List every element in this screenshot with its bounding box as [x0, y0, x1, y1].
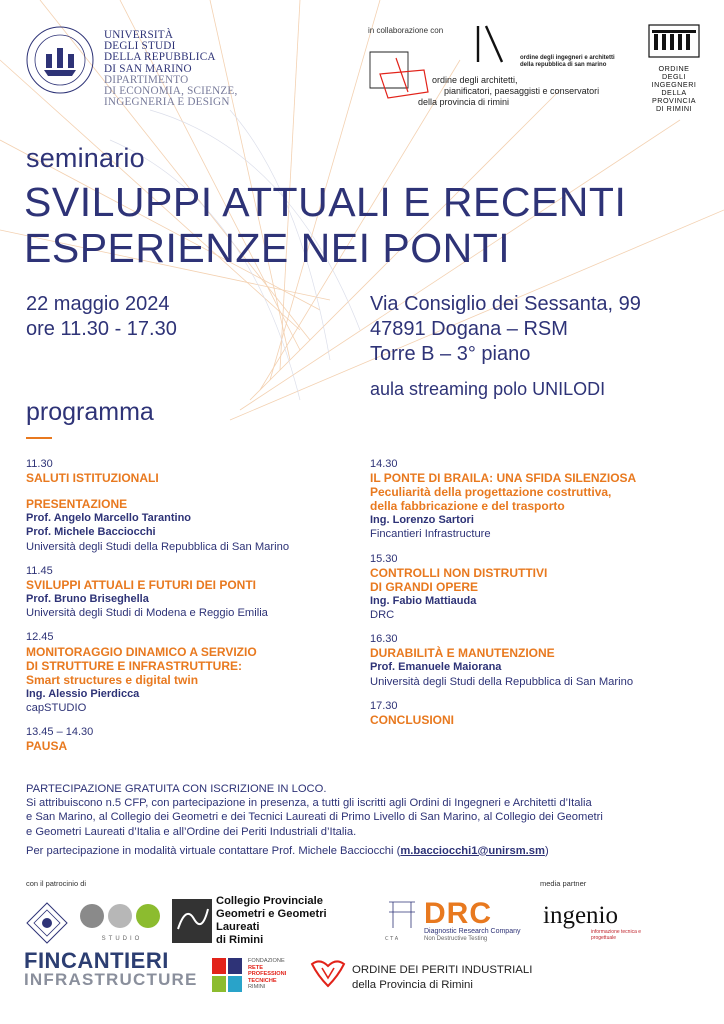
cap-studio-sub: STUDIO	[101, 936, 143, 942]
event-address	[370, 292, 641, 367]
virtual-prefix: Per partecipazione in modalità virtuale contattare Prof. Michele Bacciocchi (	[26, 844, 401, 857]
programma-heading: programma	[26, 398, 154, 426]
media-partner-label: media partner	[540, 879, 587, 888]
department-line: INGEGNERIA E DESIGN	[104, 96, 230, 109]
rpt-line: FONDAZIONE	[248, 958, 285, 964]
ingenio-text: ingenio	[543, 902, 618, 929]
program-speaker: Prof. Bruno Briseghella	[26, 593, 149, 606]
program-item	[370, 632, 710, 689]
periti-industriali-logo-icon	[308, 956, 348, 990]
program-affiliation: Fincantieri Infrastructure	[370, 528, 491, 541]
program-time: 11.45	[26, 564, 53, 577]
program-affiliation: capSTUDIO	[26, 701, 87, 714]
program-affiliation: Università degli Studi della Repubblica di San Marino	[26, 540, 290, 553]
program-left-column	[26, 457, 366, 761]
department-line: DIPARTIMENTO	[104, 73, 189, 86]
ingegneri-logo	[474, 24, 504, 64]
program-subtitle: Peculiarità della progettazione costruttiva,	[370, 485, 612, 500]
rpt-line: RETE	[248, 964, 263, 971]
note-line: PARTECIPAZIONE GRATUITA CON ISCRIZIONE IN LOCO.	[26, 783, 327, 795]
note-line: e San Marino, al Collegio dei Geometri e dei Tecnici Laureati di Primo Livello di San Marino, al Collegio dei Geometri	[26, 811, 603, 824]
drc-logo	[424, 897, 528, 946]
program-speaker: Ing. Alessio Pierdicca	[26, 687, 140, 700]
periti-industriali-line2: della Provincia di Rimini	[352, 979, 473, 991]
cap-studio-logo	[78, 901, 166, 943]
collegio-line: Collegio Provinciale	[216, 895, 323, 908]
program-speaker: Prof. Emanuele Maiorana	[370, 661, 502, 674]
program-item	[26, 725, 366, 753]
program-time: 14.30	[370, 458, 398, 470]
collegio-line: di Rimini	[216, 933, 264, 946]
program-speaker: Prof. Michele Bacciocchi	[26, 526, 156, 539]
ordine-rimini-line: ORDINE DEGLI	[658, 64, 690, 81]
program-title: PRESENTAZIONE	[26, 497, 128, 512]
periti-industriali-line1: ORDINE DEI PERITI INDUSTRIALI	[352, 964, 533, 976]
ingegneri-line: ordine degli ingegneri e architetti	[520, 55, 615, 61]
program-item	[26, 564, 366, 621]
address-line: Torre B – 3° piano	[370, 343, 531, 365]
program-affiliation: Università degli Studi della Repubblica di San Marino	[370, 675, 634, 688]
program-time: 12.45	[26, 631, 54, 644]
program-item	[26, 630, 366, 715]
program-title: CONCLUSIONI	[370, 713, 454, 728]
university-name	[104, 30, 237, 108]
program-title-cont: DI GRANDI OPERE	[370, 579, 479, 594]
architetti-name	[418, 75, 600, 108]
note-line: e Geometri Laureati d’Italia e all’Ordine dei Periti Industriali d’Italia.	[26, 825, 357, 838]
program-time: 17.30	[370, 699, 398, 712]
architetti-line: pianificatori, paesaggisti e conservatori	[444, 86, 600, 96]
program-item	[370, 457, 710, 542]
program-title: MONITORAGGIO DINAMICO A SERVIZIO	[26, 644, 257, 659]
architetti-logo	[368, 48, 430, 100]
department-line: DI ECONOMIA, SCIENZE,	[104, 85, 238, 98]
program-title: IL PONTE DI BRAILA: UNA SFIDA SILENZIOSA	[370, 471, 637, 486]
patrocinio-label: con il patrocinio di	[26, 879, 87, 888]
program-title: PAUSA	[26, 739, 68, 754]
ingegneri-name	[520, 55, 615, 69]
streaming-info: aula streaming polo UNILODI	[370, 379, 606, 399]
programma-underline	[26, 437, 52, 439]
program-item	[370, 552, 710, 623]
ingenio-wordmark	[543, 903, 643, 929]
architetti-line: ordine degli architetti,	[432, 75, 518, 85]
program-subtitle: Smart structures e digital twin	[26, 672, 199, 687]
rpt-line: RIMINI	[248, 984, 266, 991]
program-affiliation: DRC	[370, 609, 395, 622]
ordine-rimini-line: INGEGNERI	[651, 80, 697, 89]
seminar-title-line1: SVILUPPI ATTUALI E RECENTI	[24, 179, 627, 225]
event-time: ore 11.30 - 17.30	[26, 318, 177, 340]
program-title: DURABILITÀ E MANUTENZIONE	[370, 646, 555, 661]
university-line: DELLA REPUBBLICA	[104, 51, 216, 64]
address-line: 47891 Dogana – RSM	[370, 318, 568, 340]
rpt-line: PROFESSIONI	[248, 971, 287, 978]
seminar-title-line2: ESPERIENZE NEI PONTI	[24, 225, 511, 271]
event-date: 22 maggio 2024	[26, 293, 170, 315]
program-title: CONTROLLI NON DISTRUTTIVI	[370, 565, 548, 580]
seminar-kicker: seminario	[26, 143, 145, 173]
participation-notes	[26, 782, 706, 858]
program-speaker: Prof. Angelo Marcello Tarantino	[26, 512, 192, 525]
university-seal-logo	[26, 26, 94, 94]
svg-text:C T A: C T A	[385, 936, 399, 942]
address-line: Via Consiglio dei Sessanta, 99	[370, 293, 641, 315]
ingenio-logo	[543, 903, 643, 943]
program-title-cont: DI STRUTTURE E INFRASTRUTTURE:	[26, 658, 242, 673]
cta-logo	[383, 898, 421, 944]
rpt-line: TECNICHE	[248, 977, 277, 984]
drc-wordmark: DRC	[424, 897, 492, 930]
geometri-san-marino-logo	[24, 900, 70, 946]
program-time: 13.45 – 14.30	[26, 726, 94, 739]
ordine-rimini-line: DI RIMINI	[655, 104, 693, 113]
program-title: SVILUPPI ATTUALI E FUTURI DEI PONTI	[26, 578, 257, 593]
drc-sub2: Non Destructive Testing	[424, 936, 488, 942]
program-time: 11.30	[26, 458, 53, 470]
rpt-logo-icon	[210, 956, 244, 996]
collegio-mark-icon	[172, 899, 212, 943]
ordine-ingegneri-rimini-logo	[648, 24, 700, 113]
virtual-note	[26, 844, 706, 858]
ordine-rimini-line: DELLA PROVINCIA	[651, 88, 697, 105]
program-item	[26, 457, 366, 485]
event-datetime	[26, 292, 177, 342]
program-time: 16.30	[370, 633, 398, 646]
collegio-geometri-rimini-logo	[172, 895, 370, 946]
program-title: SALUTI ISTITUZIONALI	[26, 471, 159, 486]
fincantieri-line1: FINCANTIERI	[24, 948, 169, 973]
collaboration-label: in collaborazione con	[368, 26, 444, 35]
university-line: UNIVERSITÀ	[104, 29, 174, 41]
architetti-line: della provincia di rimini	[418, 97, 510, 107]
rpt-text	[248, 958, 286, 991]
program-time: 15.30	[370, 552, 398, 565]
contact-email-link[interactable]: m.bacciocchi1@unirsm.sm	[400, 844, 545, 857]
collegio-line: Geometri e Geometri Laureati	[216, 908, 327, 933]
ingenio-sub: informazione tecnica e progettuale	[591, 929, 642, 941]
ingegneri-line: della repubblica di san marino	[520, 62, 607, 68]
program-speaker: Ing. Fabio Mattiauda	[370, 594, 477, 607]
drc-sub: Diagnostic Research Company	[424, 928, 521, 935]
note-line: Si attribuiscono n.5 CFP, con partecipazione in presenza, a tutti gli iscritti agli Ordini di Ingegneri e Architetti d’Italia	[26, 797, 592, 810]
university-line: DI SAN MARINO	[104, 62, 192, 75]
program-subtitle-cont: della fabbricazione e del trasporto	[370, 499, 565, 514]
program-affiliation: Università degli Studi di Modena e Reggio Emilia	[26, 607, 268, 620]
program-item	[26, 497, 366, 554]
program-speaker: Ing. Lorenzo Sartori	[370, 514, 474, 527]
fincantieri-line2: INFRASTRUCTURE	[24, 970, 198, 989]
virtual-suffix: )	[544, 844, 549, 857]
university-line: DEGLI STUDI	[104, 40, 176, 53]
fincantieri-logo	[24, 948, 198, 989]
program-right-column	[370, 457, 710, 735]
periti-industriali-text	[352, 963, 532, 993]
program-item	[370, 699, 710, 727]
